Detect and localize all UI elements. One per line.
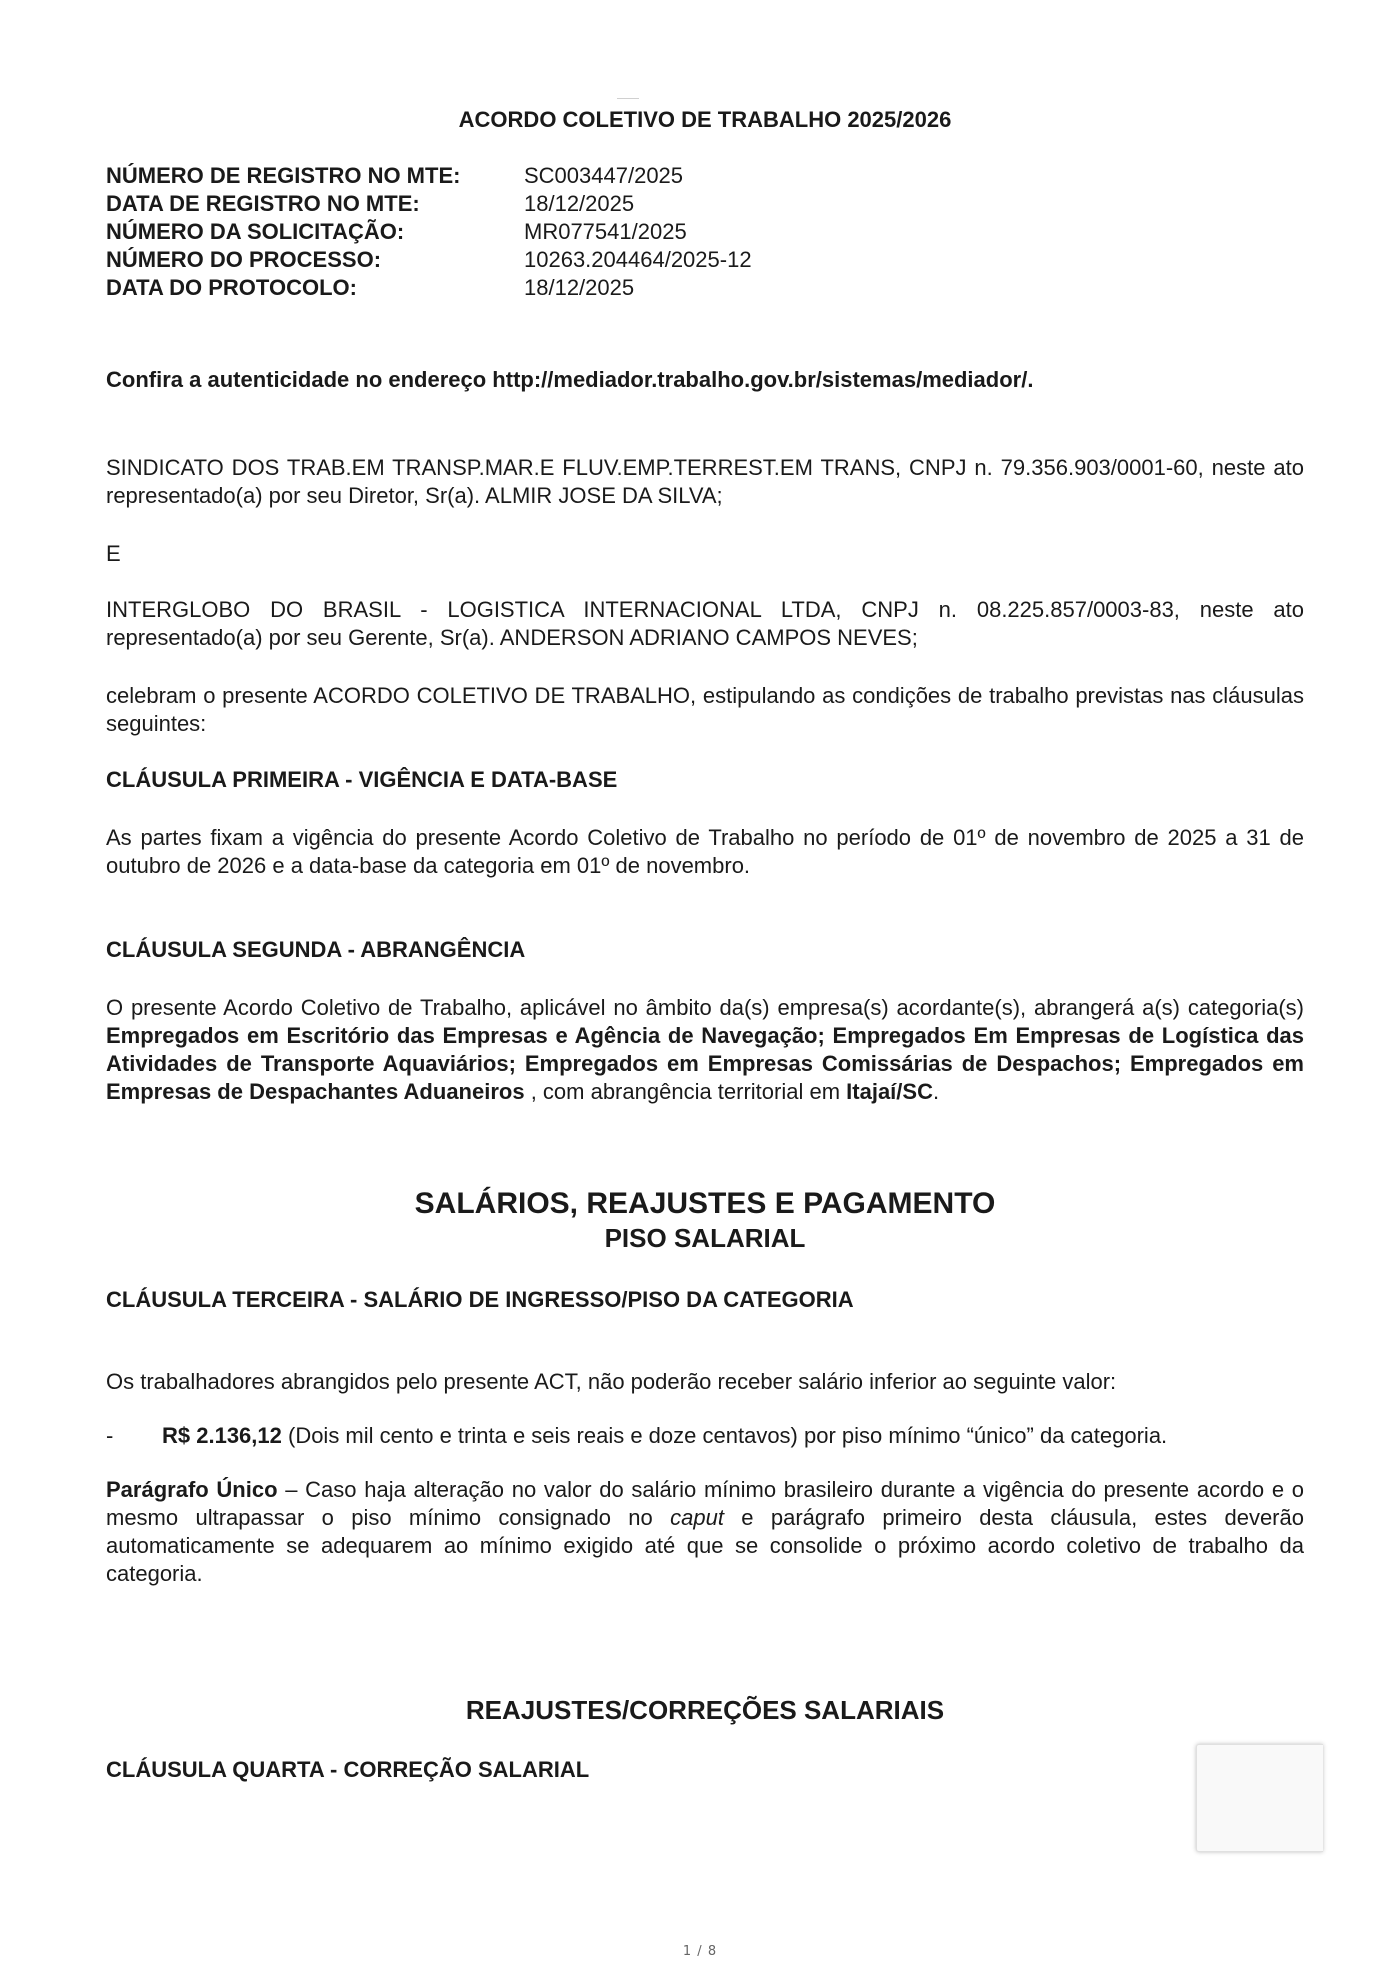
clause-heading: CLÁUSULA QUARTA - CORREÇÃO SALARIAL	[106, 1757, 590, 1782]
registration-value: 18/12/2025	[524, 191, 635, 216]
paragraph-label: Parágrafo Único	[106, 1477, 278, 1502]
authenticity-notice: Confira a autenticidade no endereço http://mediador.trabalho.gov.br/sistemas/mediador/.	[106, 367, 1034, 392]
clause-text: As partes fixam a vigência do presente Acordo Coletivo de Trabalho no período de 01º de novembro de 2025 a 31 de outubro de 2026 e a data-base da categoria em 01º de novembro.	[106, 825, 1304, 878]
registration-label: DATA DO PROTOCOLO:	[106, 275, 357, 300]
clause-text-part: , com abrangência territorial em	[524, 1079, 847, 1104]
registration-value: 18/12/2025	[524, 275, 635, 300]
party-company: INTERGLOBO DO BRASIL - LOGISTICA INTERNACIONAL LTDA, CNPJ n. 08.225.857/0003-83, neste ato representado(a) por seu Gerente, Sr(a). ANDERSON ADRIANO CAMPOS NEVES;	[106, 597, 1304, 650]
top-divider	[617, 98, 639, 99]
registration-label: NÚMERO DA SOLICITAÇÃO:	[106, 219, 405, 244]
registration-block	[106, 162, 1304, 302]
registration-label: DATA DE REGISTRO NO MTE:	[106, 191, 420, 216]
celebration-statement: celebram o presente ACORDO COLETIVO DE TRABALHO, estipulando as condições de trabalho previstas nas cláusulas seguintes:	[106, 683, 1304, 736]
registration-value: SC003447/2025	[524, 163, 684, 188]
clause-heading: CLÁUSULA PRIMEIRA - VIGÊNCIA E DATA-BASE	[106, 767, 618, 792]
paragraph-italic: caput	[670, 1505, 724, 1530]
registration-value: MR077541/2025	[524, 219, 687, 244]
registration-row	[106, 190, 752, 218]
clause-text-part: .	[932, 1079, 940, 1104]
registration-row	[106, 218, 752, 246]
page-number: 1 / 8	[682, 1944, 718, 1959]
single-paragraph	[106, 1476, 1304, 1588]
registration-row	[106, 162, 752, 190]
clause-text	[106, 994, 1304, 1106]
salary-description: (Dois mil cento e trinta e seis reais e doze centavos) por piso mínimo “único” da categoria.	[281, 1423, 1168, 1448]
subsection-title: PISO SALARIAL	[604, 1223, 806, 1253]
bullet-dash: -	[106, 1423, 114, 1448]
paragraph-text: e parágrafo primeiro desta cláusula, estes deverão automaticamente se adequarem ao mínimo exigido até que se consolide o próximo acordo coletivo de trabalho da categoria.	[106, 1505, 1304, 1586]
clause-heading: CLÁUSULA SEGUNDA - ABRANGÊNCIA	[106, 937, 526, 962]
registration-label: NÚMERO DO PROCESSO:	[106, 247, 382, 272]
paragraph-text: – Caso haja alteração no valor do salário mínimo brasileiro durante a vigência do presente acordo e o mesmo ultrapassar o piso mínimo consignado no	[106, 1477, 1305, 1530]
clause-heading: CLÁUSULA TERCEIRA - SALÁRIO DE INGRESSO/PISO DA CATEGORIA	[106, 1287, 854, 1312]
registration-label: NÚMERO DE REGISTRO NO MTE:	[106, 163, 461, 188]
registration-row	[106, 246, 752, 274]
territory: Itajaí/SC	[846, 1079, 933, 1104]
recaptcha-badge[interactable]	[1196, 1744, 1323, 1852]
covered-categories: Empregados em Escritório das Empresas e Agência de Navegação; Empregados Em Empresas de Logística das Atividades de Transporte Aquaviários; Empregados em Empresas Comissárias de Despachos; Empregados em Empresas de Despachantes Aduaneiros	[106, 1023, 1304, 1104]
clause-text: Os trabalhadores abrangidos pelo presente ACT, não poderão receber salário inferior ao seguinte valor:	[106, 1369, 1117, 1394]
clause-text-part: O presente Acordo Coletivo de Trabalho, aplicável no âmbito da(s) empresa(s) acordante(s), abrangerá a(s) categoria(s)	[106, 995, 1304, 1020]
registration-value: 10263.204464/2025-12	[524, 247, 752, 272]
section-title: SALÁRIOS, REAJUSTES E PAGAMENTO	[414, 1187, 996, 1220]
document-title: ACORDO COLETIVO DE TRABALHO 2025/2026	[458, 107, 952, 132]
registration-row	[106, 274, 752, 302]
conjunction: E	[106, 541, 121, 566]
salary-amount: R$ 2.136,12	[162, 1423, 282, 1448]
subsection-title: REAJUSTES/CORREÇÕES SALARIAIS	[465, 1695, 945, 1725]
party-union: SINDICATO DOS TRAB.EM TRANSP.MAR.E FLUV.EMP.TERREST.EM TRANS, CNPJ n. 79.356.903/0001-60, neste ato representado(a) por seu Diretor, Sr(a). ALMIR JOSE DA SILVA;	[106, 455, 1304, 508]
salary-bullet	[106, 1422, 1304, 1450]
